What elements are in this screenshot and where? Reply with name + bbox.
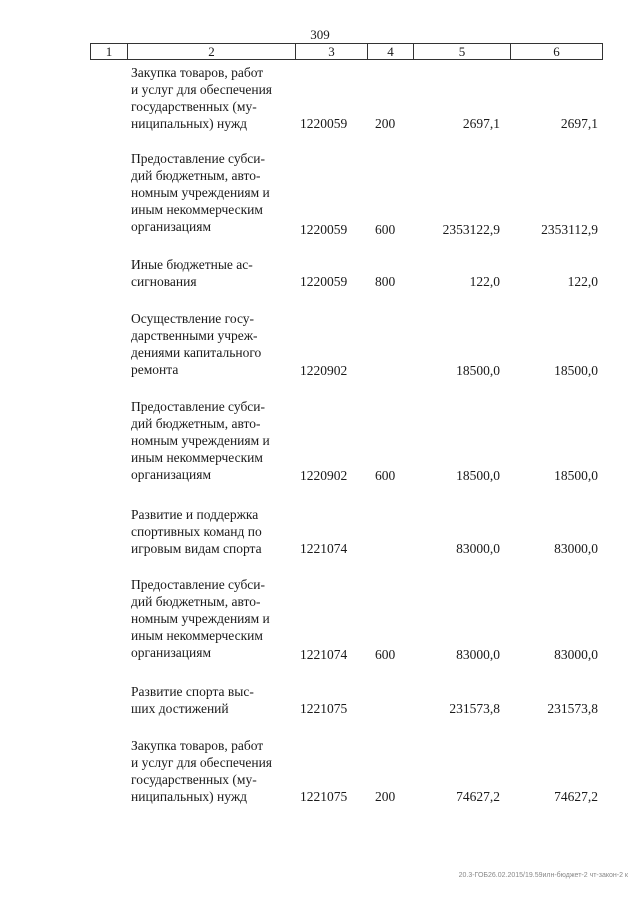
amount-col-5: 18500,0: [456, 363, 500, 378]
amount-col-6: 18500,0: [554, 468, 598, 483]
target-item-code: 1221075: [300, 701, 348, 716]
header-col-3: 3: [295, 43, 367, 60]
header-col-4: 4: [367, 43, 413, 60]
row-description: Предоставление субси- дий бюджетным, авто- номным учреждениям и иным некоммерческим организациям: [131, 151, 270, 234]
header-col-5: 5: [413, 43, 510, 60]
amount-col-6: 74627,2: [554, 789, 598, 804]
amount-col-5: 74627,2: [456, 789, 500, 804]
header-col-6: 6: [510, 43, 603, 60]
row-description: Развитие спорта выс- ших достижений: [131, 684, 254, 716]
target-item-code: 1220902: [300, 468, 348, 483]
header-col-2: 2: [127, 43, 295, 60]
document-footer-note: 20.3-ГОБ26.02.2015/19.59илн-бюджет-2 чт-закон-2 к: [458, 872, 628, 879]
header-col-1: 1: [90, 43, 127, 60]
expense-type-code: 200: [375, 789, 396, 804]
target-item-code: 1220059: [300, 116, 348, 131]
amount-col-5: 2697,1: [462, 116, 500, 131]
amount-col-6: 83000,0: [554, 541, 598, 556]
row-description: Предоставление субси- дий бюджетным, авто- номным учреждениям и иным некоммерческим организациям: [131, 577, 270, 660]
target-item-code: 1221074: [300, 647, 348, 662]
row-description: Иные бюджетные ас- сигнования: [131, 257, 253, 289]
amount-col-5: 18500,0: [456, 468, 500, 483]
amount-col-6: 18500,0: [554, 363, 598, 378]
amount-col-5: 122,0: [469, 274, 500, 289]
expense-type-code: 600: [375, 647, 396, 662]
target-item-code: 1221075: [300, 789, 348, 804]
amount-col-6: 2353112,9: [541, 222, 598, 237]
page-number: 309: [310, 27, 330, 42]
amount-col-5: 83000,0: [456, 541, 500, 556]
target-item-code: 1220059: [300, 222, 348, 237]
expense-type-code: 800: [375, 274, 396, 289]
amount-col-6: 231573,8: [547, 701, 598, 716]
amount-col-5: 2353122,9: [442, 222, 500, 237]
amount-col-6: 122,0: [567, 274, 598, 289]
row-description: Закупка товаров, работ и услуг для обеспечения государственных (му- ниципальных) нужд: [131, 65, 273, 131]
target-item-code: 1220059: [300, 274, 348, 289]
row-description: Предоставление субси- дий бюджетным, авто- номным учреждениям и иным некоммерческим организациям: [131, 399, 270, 482]
amount-col-6: 2697,1: [560, 116, 598, 131]
expense-type-code: 600: [375, 468, 396, 483]
amount-col-6: 83000,0: [554, 647, 598, 662]
amount-col-5: 231573,8: [449, 701, 500, 716]
amount-col-5: 83000,0: [456, 647, 500, 662]
target-item-code: 1221074: [300, 541, 348, 556]
expense-type-code: 200: [375, 116, 396, 131]
target-item-code: 1220902: [300, 363, 348, 378]
expense-type-code: 600: [375, 222, 396, 237]
row-description: Закупка товаров, работ и услуг для обеспечения государственных (му- ниципальных) нужд: [131, 738, 273, 804]
row-description: Развитие и поддержка спортивных команд по игровым видам спорта: [131, 507, 262, 556]
row-description: Осуществление госу- дарственными учреж- дениями капитального ремонта: [131, 311, 262, 377]
